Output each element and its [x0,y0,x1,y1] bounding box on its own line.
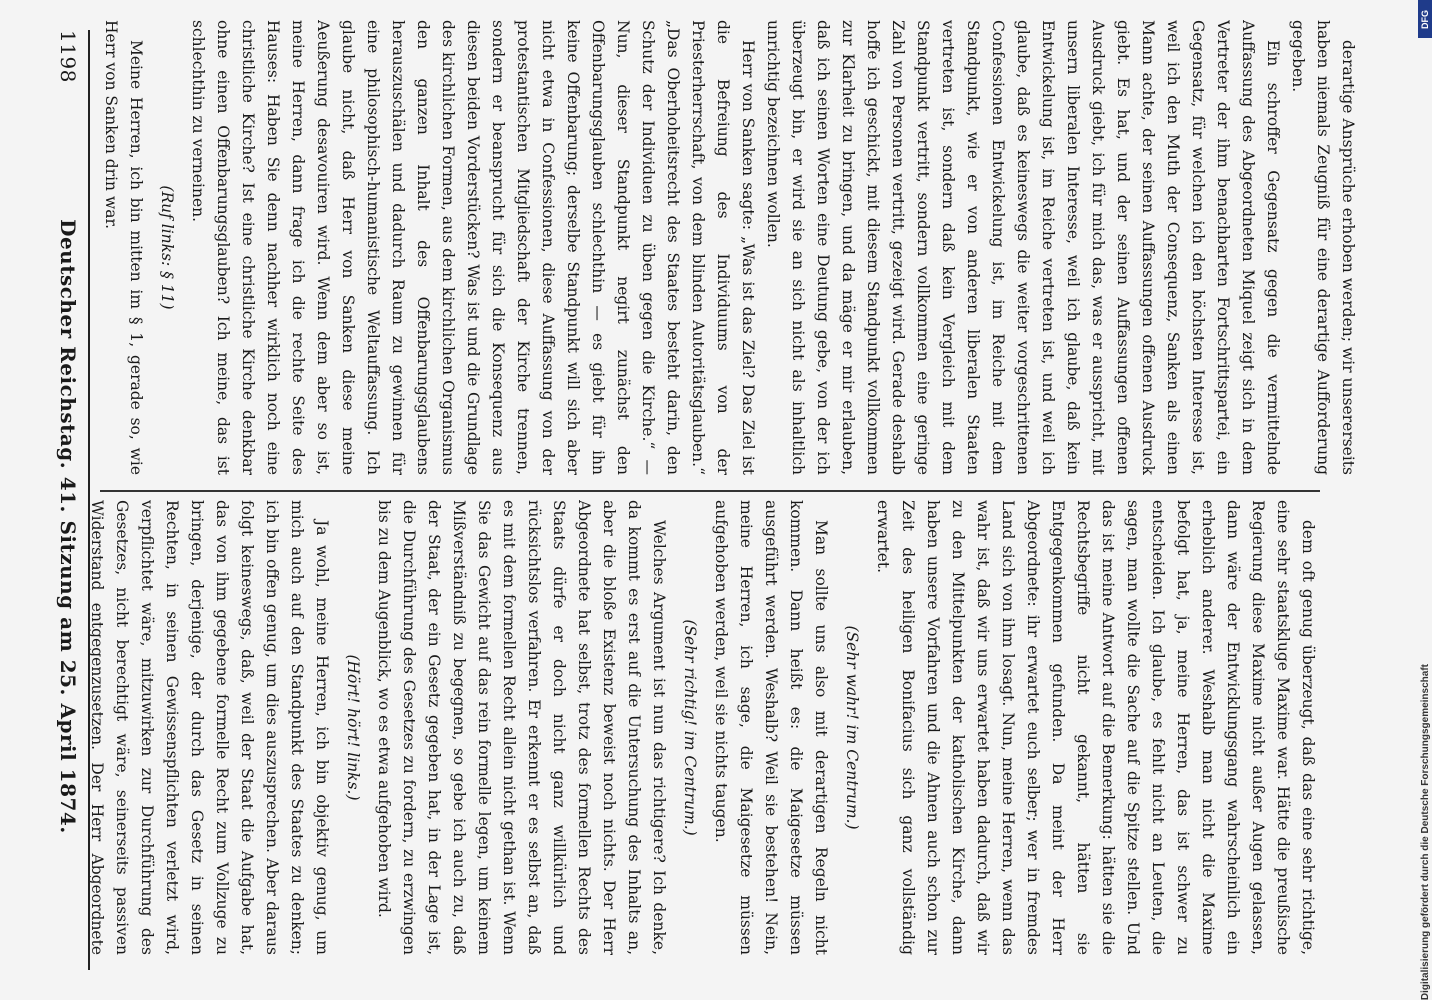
text-columns [88,20,1360,980]
paragraph: Ein schroffer Gegensatz gegen die vermittelnde Auffassung des Abgeordneten Miquel zeigt sich in dem Vertreter der ihm benachbarten Fortschrittspartei, ein Gegensatz, für welchen ich den höchsten Interesse ist, weil ich den Muth der Consequenz, Sanken als einen Mann achte, der seinen Auffassungen offenen Ausdruck giebt. Es hat, und der seinen Auffassungen offenen Ausdruck giebt, ich für mich das, was er ausspricht, mit unsern liberalen Interesse, weil ich glaube, daß kein Entwickelung ist, im Reiche vertreten ist, und weil ich glaube, daß es keineswegs die weiter vorgeschrittenen Confessionen Entwickelung ist, im Reiche mit dem Standpunkt, wie er von anderen liberalen Staaten vertreten ist, sondern daß kein Vergleich mit dem Standpunkt vertritt, sondern vollkommen eine geringe Zahl von Personen vertritt, gezeigt wird. Gerade deshalb hoffe ich geschickt, mit diesem Standpunkt vollkommen zur Klarheit zu bringen, und da mäge er mir erlauben, daß ich seinen Worten eine Deutung gebe, von der ich überzeugt bin, er wird sie an sich nicht als inhaltlich unrichtig bezeichnen wollen. [764,20,1282,475]
dfg-credit-text: Digitalisierung gefördert durch die Deutsche Forschungsgemeinschaft [1419,663,1431,1000]
page-title: Deutscher Reichstag. 41. Sitzung am 25. April 1874. [56,219,80,834]
paragraph: Herr von Sanken sagte: „Was ist das Ziel? Das Ziel ist die Befreiung des Individuums von der Priesterherrschaft, von dem blinden Autoritätsglauben.“ „Das Oberhoheitsrecht des Staates besteht darin, den Schutz der Individuen zu üben gegen die Kirche.“ — Nun, dieser Standpunkt negirt zunächst den Offenbarungsglauben schlechthin — es giebt für ihn keine Offenbarung; derselbe Standpunkt will sich aber nicht etwa in Confessionen, diese Auffassung von der protestantischen Mitgliedschaft der Kirche trennen, sondern er beansprucht für sich die Konsequenz aus diesen beiden Vorderstücken? Was ist und die Grundlage des kirchlichen Formen, aus dem kirchlichen Organismus den ganzen Inhalt des Offenbarungsglaubens herauszuschälen und dadurch Raum zu gewinnen für eine philosophisch-humanistische Weltauffassung. Ich glaube nicht, daß Herr von Sanken diese meine Aeußerung desavouiren wird. Wenn dem aber so ist, meine Herren, dann frage ich die rechte Seite des Hauses: Haben Sie denn nachher wirklich noch eine christliche Kirche? Ist eine christliche Kirche denkbar ohne einen Offenbarungsglauben? Ich meine, das ist schlechthin zu verneinen. [189,20,757,475]
left-column [80,500,1320,955]
paragraph: Man sollte uns also mit derartigen Regeln nicht kommen. Dann heißt es: die Maigesetze müssen ausgeführt werden. Weshalb? Weil sie bestehen! Nein, meine Herren, ich sage, die Maigesetze müssen aufgehoben werden, weil sie nichts taugen. [712,500,830,955]
dfg-logo-text: DFG [1420,9,1430,29]
column-divider [100,490,1320,492]
paragraph: Ja wohl, meine Herren, ich bin objektiv genug, um mich auch auf den Standpunkt des Staates zu denken; ich bin offen genug, um dies auszusprechen. Aber daraus folgt keineswegs, daß, weil der Staat die Aufgabe hat, das von ihm gegebene formelle Recht zum Vollzuge zu bringen, derjenige, der durch das Gesetz in seinen Rechten, in seinen Gewissenspflichten verletzt wird, verpflichtet wäre, mitzuwirken zur Durchführung des Gesetzes, nicht berechtigt wäre, seinerseits passiven Widerstand entgegenzusetzen. Der Herr Abgeordnete [88,500,331,955]
page-header [48,30,90,970]
interjection: (Sehr richtig! im Centrum.) [681,619,699,836]
paragraph: Welches Argument ist nun das richtigere? Ich denke, da kommt es erst auf die Untersuchung des Inhalts an, aber die bloße Existenz beweist noch nichts. Der Herr Abgeordnete hat selbst, trotz des formellen Rechts des Staats dürfe er doch nicht ganz willkürlich und rücksichtslos verfahren. Er erkennt er es selbst an, daß es mit dem formellen Recht allein nicht gethan ist. Wenn Sie das Gewicht auf das rein formelle legen, um keinem Mißverständniß zu begegnen, so gebe ich auch zu, daß der Staat, der ein Gesetz gegeben hat, in der Lage ist, die Durchführung des Gesetzes zu fordern, zu erzwingen bis zu dem Augenblick, wo es etwa aufgehoben wird. [375,500,668,955]
paragraph: Meine Herren, ich bin mitten im § 1, gerade so, wie Herr von Sanken drin war. [102,20,145,475]
dfg-credit-bar [1418,120,1432,1000]
interjection: (Sehr wahr! im Centrum.) [843,625,861,830]
paragraph: dem oft genug überzeugt, daß das eine sehr richtige, eine sehr staatskluge Maxime war. Hätte die preußische Regierung diese Maxime nicht außer Augen gelassen, dann wäre der Entwicklungsgang wahrscheinlich ein erheblich anderer. Weshalb man nicht die Maxime befolgt hat, ja, meine Herren, das ist schwer zu entscheiden. Ich glaube, es fehlt nicht an Leuten, die sagen, man wollte die Sache auf die Spitze stellen. Und das ist meine Antwort auf die Bemerkung: hätten sie die Rechtsbegriffe nicht gekannt, hätten sie Entgegenkommen gefunden. Da meint der Herr Abgeordnete: ihr erwartet euch selber; wer in fremdes Land sich von ihm losagt. Nun, meine Herren, wenn das wahr ist, daß wir uns erwartet haben dadurch, daß wir zu den Mittelpunkten der katholischen Kirche, dann haben unsere Vorfahren und die Ahnen auch schon zur Zeit des heiligen Bonifacius sich ganz vollständig erwartet. [874,500,1317,955]
dfg-logo [1418,0,1432,38]
right-column [100,20,1360,475]
paragraph: derartige Ansprüche erhoben werden; wir unsererseits haben niemals Zeugniß für eine derartige Aufforderung gegeben. [1289,20,1357,475]
page-number: 1198 [56,30,80,83]
interjection: (Hört! hört! links.) [344,654,362,801]
rotated-content [20,0,1380,1000]
interjection: (Ruf links: § 11) [158,185,176,310]
